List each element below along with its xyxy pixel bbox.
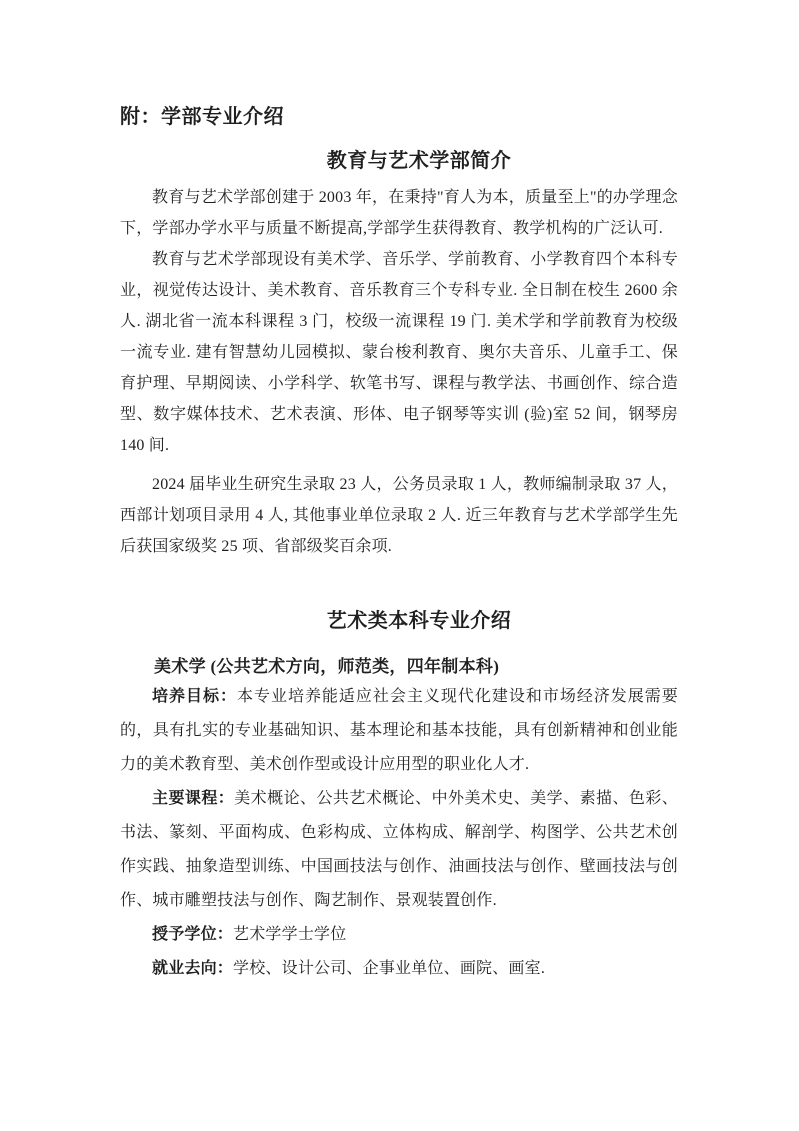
main-courses-label: 主要课程： — [152, 790, 235, 807]
training-objective-text: 本专业培养能适应社会主义现代化建设和市场经济发展需要的，具有扎实的专业基础知识、基本理论和基本技能，具有创新精神和创业能力的美术教育型、美术创作型或设计应用型的职业化人才. — [120, 688, 678, 773]
employment-direction-paragraph — [120, 952, 678, 986]
majors-section-title: 艺术类本科专业介绍 — [326, 610, 512, 632]
training-objective-label: 培养目标： — [152, 688, 237, 705]
training-objective-paragraph — [120, 680, 678, 782]
intro-paragraph-founding: 教育与艺术学部创建于 2003 年，在秉持"育人为本，质量至上"的办学理念下，学部办学水平与质量不断提高,学部学生获得教育、教学机构的广泛认可. — [120, 189, 678, 237]
employment-direction-label: 就业去向： — [152, 960, 234, 977]
main-courses-paragraph — [120, 782, 678, 918]
major-name-heading: 美术学 (公共艺术方向，师范类，四年制本科) — [154, 657, 500, 676]
intro-paragraph-graduates: 2024 届毕业生研究生录取 23 人，公务员录取 1 人，教师编制录取 37 人，西部计划项目录用 4 人, 其他事业单位录取 2 人. 近三年教育与艺术学部学生先后获国家级奖 25 项、省部级奖百余项. — [120, 476, 678, 555]
employment-direction-text: 学校、设计公司、企事业单位、画院、画室. — [233, 960, 546, 977]
attachment-heading: 附：学部专业介绍 — [120, 106, 284, 128]
degree-awarded-label: 授予学位： — [152, 926, 234, 943]
degree-awarded-paragraph — [120, 918, 678, 952]
main-courses-text: 美术概论、公共艺术概论、中外美术史、美学、素描、色彩、书法、篆刻、平面构成、色彩构成、立体构成、解剖学、构图学、公共艺术创作实践、抽象造型训练、中国画技法与创作、油画技法与创作、壁画技法与创作、城市雕塑技法与创作、陶艺制作、景观装置创作. — [120, 790, 678, 909]
degree-awarded-text: 艺术学学士学位 — [233, 926, 347, 943]
intro-paragraph-majors: 教育与艺术学部现设有美术学、音乐学、学前教育、小学教育四个本科专业，视觉传达设计、美术教育、音乐教育三个专科专业. 全日制在校生 2600 余人. 湖北省一流本科课程 3 门，校级一流课程 19 门. 美术学和学前教育为校级一流专业. 建有智慧幼儿园模拟、蒙台梭利教育、奥尔夫音乐、儿童手工、保育护理、早期阅读、小学科学、软笔书写、课程与教学法、书画创作、综合造型、数字媒体技术、艺术表演、形体、电子钢琴等实训 (验)室 52 间，钢琴房 140 间. — [120, 251, 678, 454]
department-intro-title: 教育与艺术学部简介 — [326, 150, 512, 172]
